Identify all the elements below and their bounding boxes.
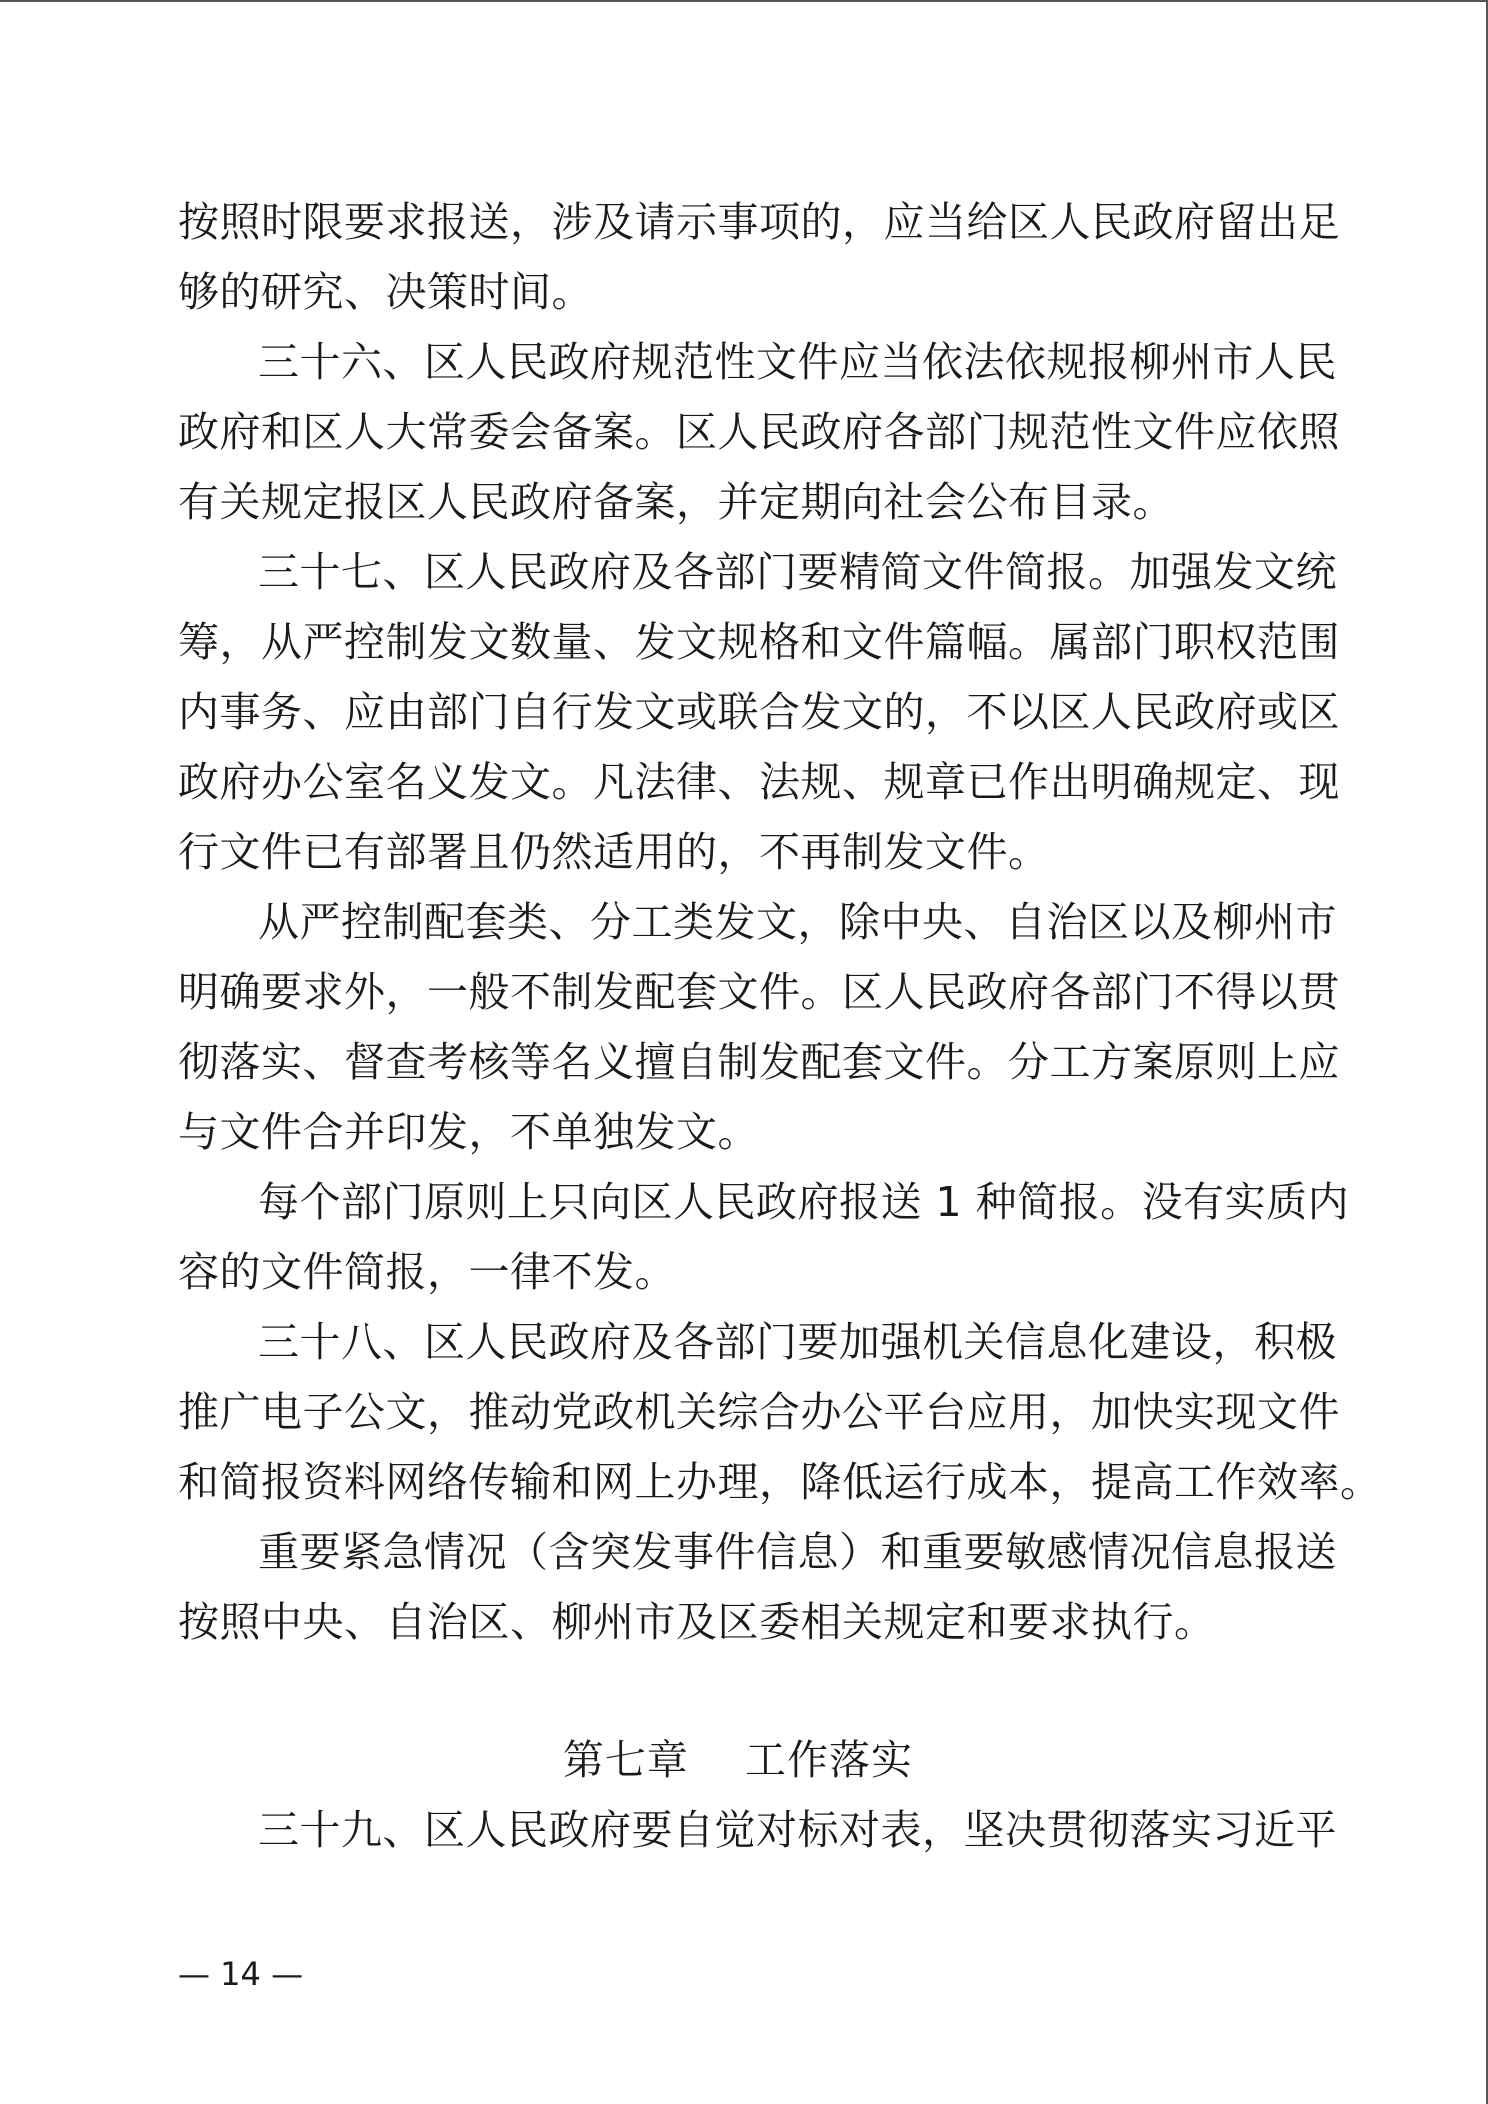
paragraph-35-continuation <box>178 187 1340 327</box>
page-number: — 14 — <box>178 1955 304 1993</box>
paragraph-37-supporting-docs <box>178 887 1340 1167</box>
text-line: 按照时限要求报送，涉及请示事项的，应当给区人民政府留出足 <box>178 198 1340 246</box>
text-line: 政府办公室名义发文。凡法律、法规、规章已作出明确规定、现 <box>178 758 1340 806</box>
text-line: 三十七、区人民政府及各部门要精简文件简报。加强发文统 <box>258 548 1337 596</box>
text-line: 三十六、区人民政府规范性文件应当依法依规报柳州市人民 <box>258 338 1337 386</box>
text-line: 推广电子公文，推动党政机关综合办公平台应用，加快实现文件 <box>178 1388 1340 1436</box>
text-line: 行文件已有部署且仍然适用的，不再制发文件。 <box>178 828 1050 876</box>
paragraph-38 <box>178 1307 1382 1517</box>
text-line: 内事务、应由部门自行发文或联合发文的，不以区人民政府或区 <box>178 688 1340 736</box>
text-line: 三十八、区人民政府及各部门要加强机关信息化建设，积极 <box>258 1318 1337 1366</box>
text-line: 和简报资料网络传输和网上办理，降低运行成本，提高工作效率。 <box>178 1458 1382 1506</box>
text-line: 每个部门原则上只向区人民政府报送 1 种简报。没有实质内 <box>258 1178 1350 1226</box>
text-line: 明确要求外，一般不制发配套文件。区人民政府各部门不得以贯 <box>178 968 1340 1016</box>
text-line: 政府和区人大常委会备案。区人民政府各部门规范性文件应依照 <box>178 408 1340 456</box>
text-line: 有关规定报区人民政府备案，并定期向社会公布目录。 <box>178 478 1174 526</box>
document-body <box>178 187 1382 1854</box>
text-line: 彻落实、督查考核等名义擅自制发配套文件。分工方案原则上应 <box>178 1038 1340 1086</box>
text-line: 与文件合并印发，不单独发文。 <box>178 1108 759 1156</box>
text-line: 从严控制配套类、分工类发文，除中央、自治区以及柳州市 <box>258 898 1337 946</box>
paragraph-37 <box>178 537 1340 887</box>
text-line: 容的文件简报，一律不发。 <box>178 1248 676 1296</box>
text-line: 够的研究、决策时间。 <box>178 268 593 316</box>
paragraph-36 <box>178 327 1340 537</box>
chapter-heading: 第七章 工作落实 <box>562 1736 914 1784</box>
text-line: 筹，从严控制发文数量、发文规格和文件篇幅。属部门职权范围 <box>178 618 1340 666</box>
text-line: 按照中央、自治区、柳州市及区委相关规定和要求执行。 <box>178 1598 1216 1646</box>
paragraph-38-emergency <box>178 1517 1337 1657</box>
page-border-top <box>0 0 1488 2</box>
paragraph-37-briefings <box>178 1167 1350 1307</box>
text-line: 三十九、区人民政府要自觉对标对表，坚决贯彻落实习近平 <box>258 1806 1337 1854</box>
text-line: 重要紧急情况（含突发事件信息）和重要敏感情况信息报送 <box>258 1528 1337 1576</box>
paragraph-39 <box>178 1795 1337 1865</box>
